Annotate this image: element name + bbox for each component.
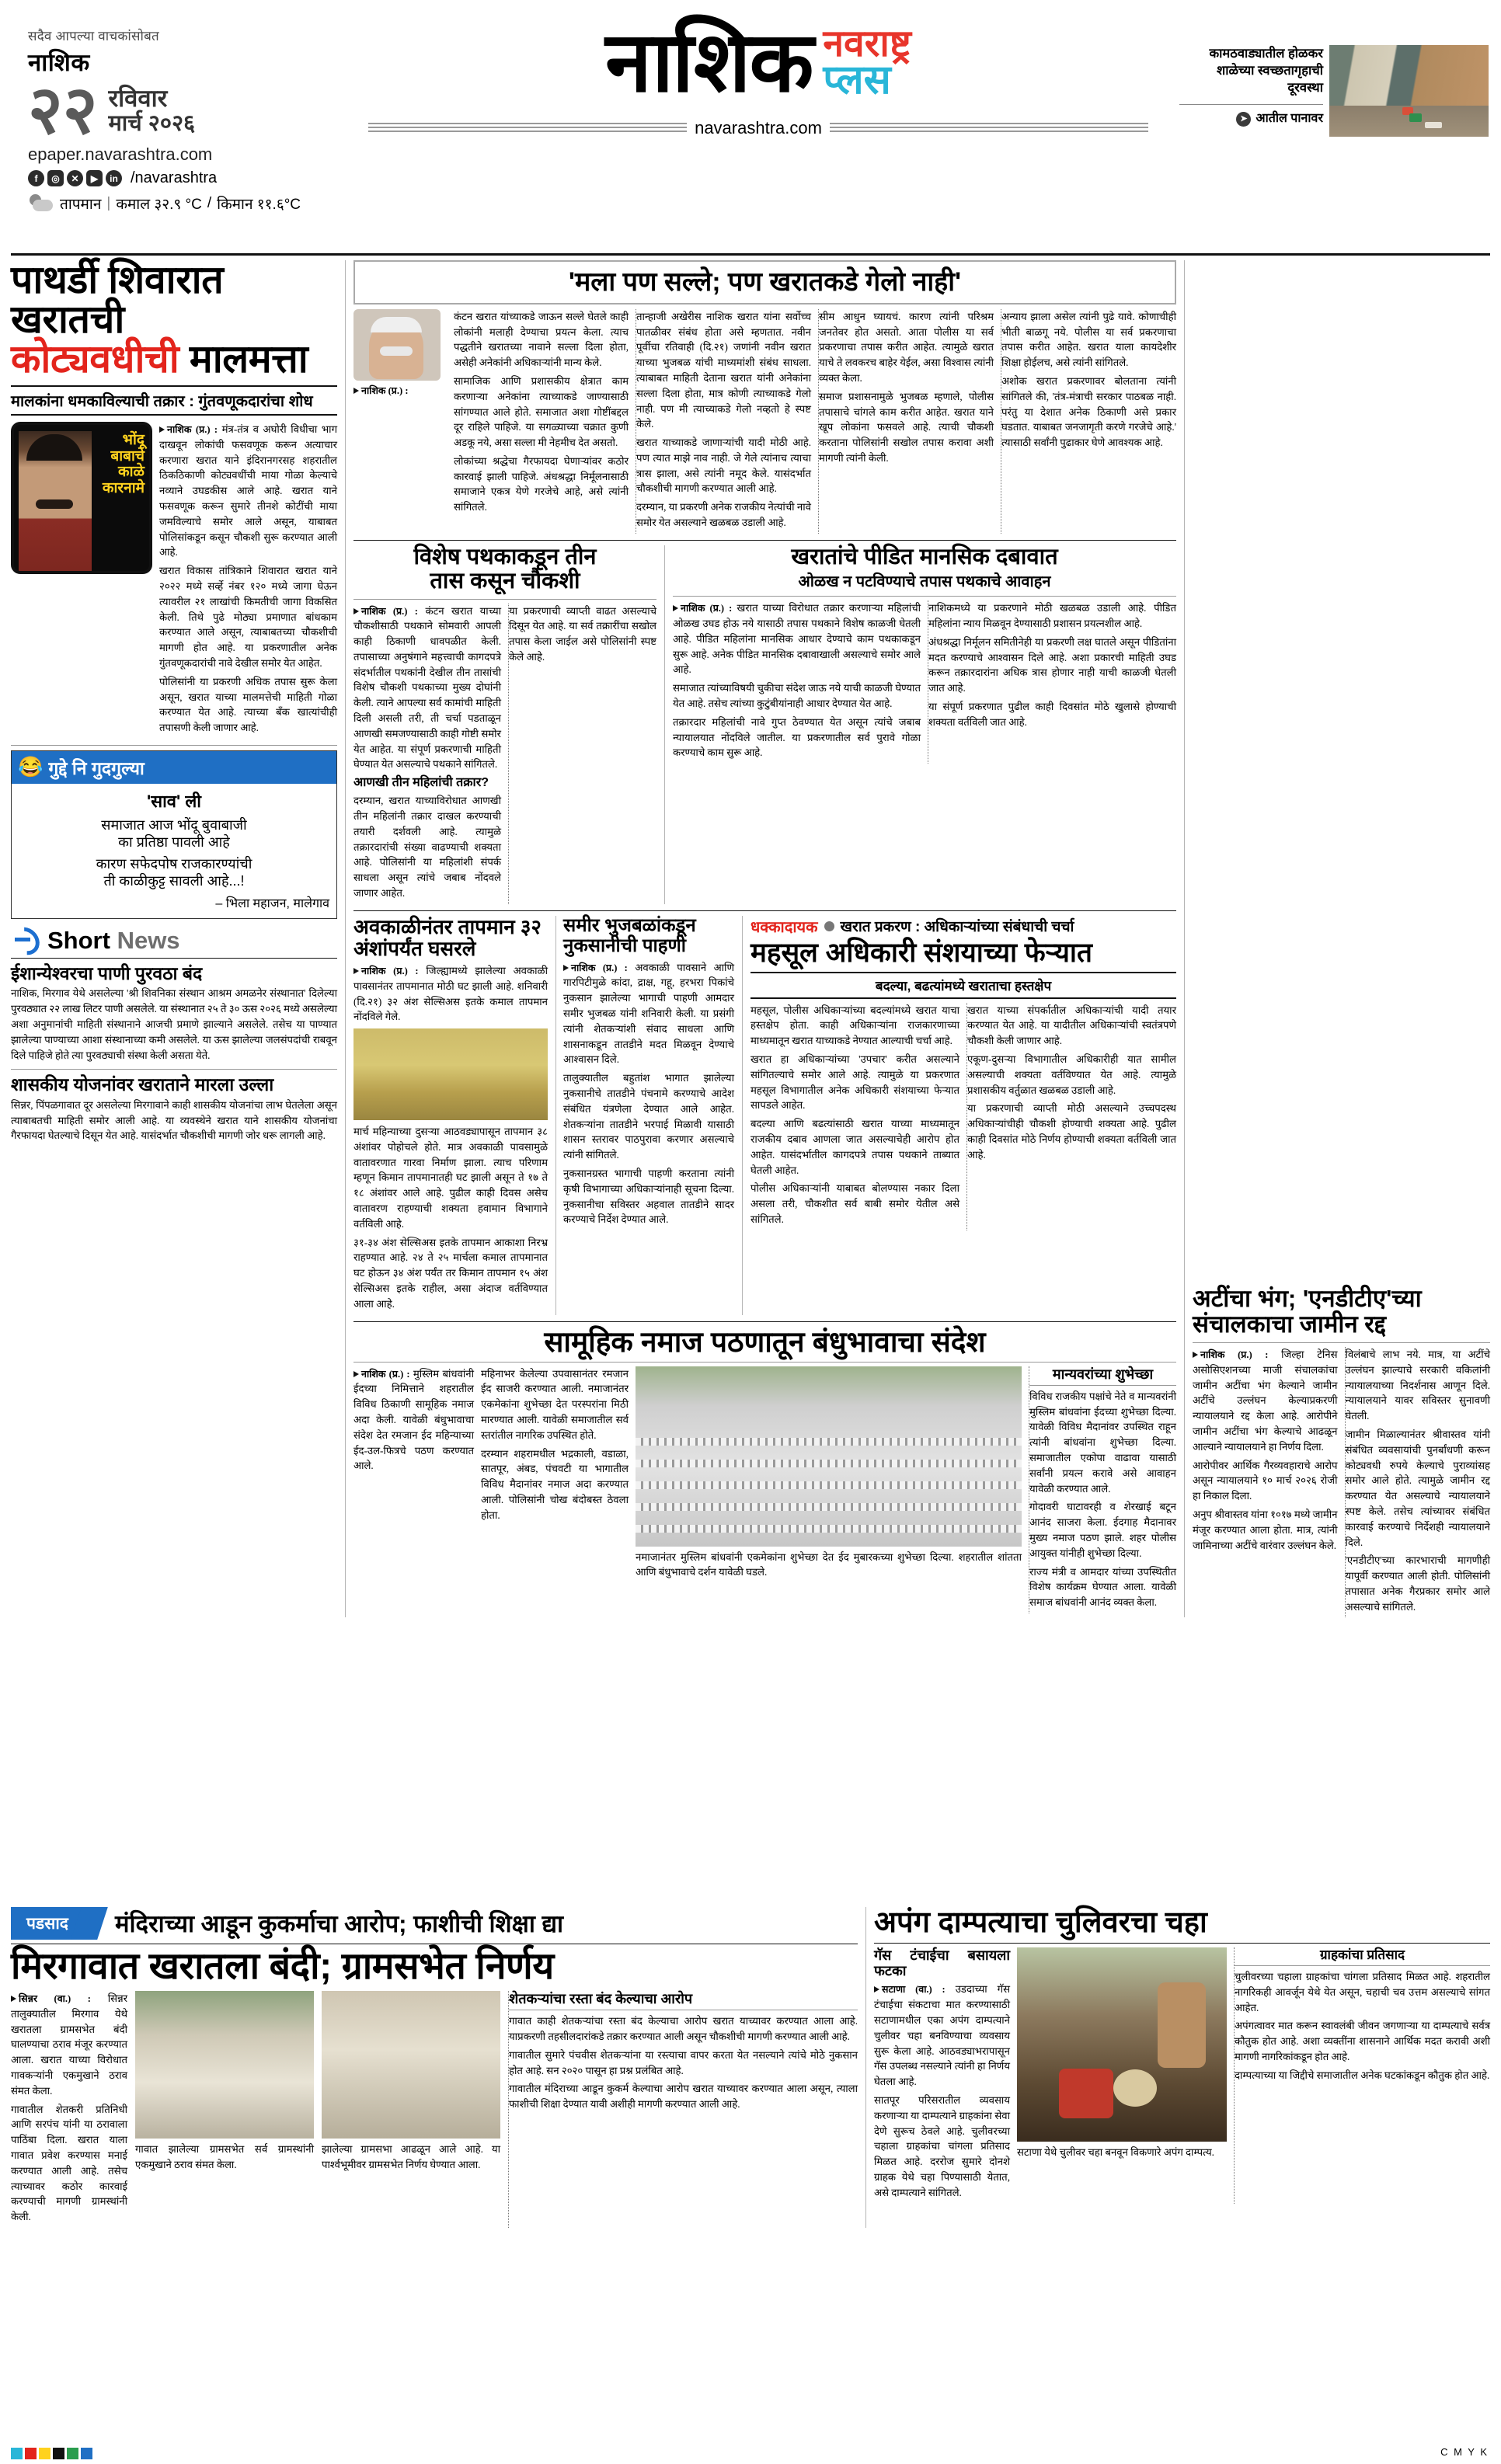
tea-photo-caption: सटाणा येथे चुलीवर चहा बनवून विकणारे अपंग दाम्पत्य. bbox=[1017, 2146, 1214, 2159]
story-tea-couple[interactable] bbox=[865, 1907, 1490, 2228]
humour-line-1: समाजात आज भोंदू बुवाबाजी bbox=[101, 816, 247, 833]
s6-body-2: महिनाभर केलेल्या उपवासानंतर रमजान ईद साजरी करण्यात आली. नमाजानंतर एकमेकांना शुभेच्छा देत परस्परांना मिठी मारण्यात आली. यावेळी समाजातील सर्व स्तरांतील नागरिक उपस्थित होते. bbox=[481, 1367, 629, 1441]
s1-body-3: या प्रकरणाची व्याप्ती वाढत असल्याचे दिसून येत आहे. या सर्व तक्रारींचा सखोल तपास केला जाईल असे पोलिसांनी स्पष्ट केले आहे. bbox=[509, 604, 656, 663]
s5-para-1: महसूल, पोलीस अधिकाऱ्यांच्या बदल्यांमध्ये खरात याचा हस्तक्षेप होता. काही अधिकाऱ्यांना राजकारणाच्या माध्यमातून खरात याच्याकडे नेण्यात आल्याची चर्चा आहे. bbox=[750, 1004, 959, 1047]
s2-para-6: या संपूर्ण प्रकरणात पुढील काही दिवसांत मोठे खुलासे होण्याची शक्यता वर्तविली जात आहे. bbox=[928, 700, 1176, 728]
bottom-body-2: गावातील शेतकरी प्रतिनिधी आणि सरपंच यांनी या ठरावाला पाठिंबा दिला. खरात याला गावात प्रवेश करण्यास मनाई करण्यात आली आहे. तसेच त्याच्यावर कठोर कारवाई करण्याची मागणी ग्रामस्थांनी केली. bbox=[11, 2103, 127, 2223]
s8-headline: अपंग दाम्पत्याचा चुलिवरचा चहा bbox=[874, 1906, 1207, 1939]
masthead-left bbox=[11, 14, 337, 214]
s3-byline: नाशिक (प्र.) : bbox=[361, 965, 419, 976]
s4-byline: नाशिक (प्र.) : bbox=[571, 962, 628, 973]
quote-para-10: अशोक खरात प्रकरणावर बोलताना त्यांनी सांगितले की, 'तंत्र-मंत्राची सरकार पाठबळ नाही. परंतु या देशात अनेक ठिकाणी असे प्रकार घडतात. याबाबत जनजागृती करणे गरजेचे आहे.' त्यासाठी सर्वांनी पुढाकार घेणे आवश्यक आहे. bbox=[1001, 374, 1176, 449]
s2-para-4: नाशिकमध्ये या प्रकरणाने मोठी खळबळ उडाली आहे. पीडित महिलांना न्याय मिळवून देण्यासाठी प्रशासन प्रयत्नशील आहे. bbox=[928, 602, 1176, 629]
lead-para-3: पोलिसांनी या प्रकरणी अधिक तपास सुरू केला असून, खरात याच्या मालमत्तेची माहिती गोळा करण्यात येत आहे. त्याच्या बँक खात्यांचीही तपासणी केली जाणार आहे. bbox=[159, 675, 337, 734]
s1-body-2: दरम्यान, खरात याच्याविरोधात आणखी तीन महिलांनी तक्रार दाखल करण्याची तयारी दर्शवली आहे. त्यामुळे तक्रारदारांची संख्या वाढण्याची शक्यता आहे. पोलिसांनी या महिलांशी संपर्क साधला असून त्यांचे जबाब नोंदवले जाणार आहेत. bbox=[353, 795, 501, 899]
lead-photo bbox=[11, 422, 152, 574]
masthead-tagline: सदैव आपल्या वाचकांसोबत bbox=[28, 29, 159, 44]
bottom-body: सिन्नर तालुक्यातील मिरगाव येथे खरातला ग्रामसभेत बंदी घालण्याचा ठराव मंजूर करण्यात आला. खरात याच्या विरोधात गावकऱ्यांनी एकमुखाने ठराव संमत केला. bbox=[11, 1992, 128, 2097]
story-bhujbal[interactable] bbox=[555, 916, 734, 1315]
bottom-mid-headline: शेतकऱ्यांचा रस्ता बंद केल्याचा आरोप bbox=[509, 1990, 693, 2006]
story-ndta-bail[interactable] bbox=[1193, 1286, 1490, 1617]
s8-caption-body-3: दाम्पत्याच्या या जिद्दीचे समाजातील अनेक घटकांकडून कौतुक होत आहे. bbox=[1235, 2069, 1490, 2081]
right-column bbox=[1184, 260, 1490, 1617]
lead-body bbox=[159, 422, 337, 736]
lead-byline: नाशिक (प्र.) : bbox=[159, 424, 218, 435]
gramsabha-photo-2 bbox=[322, 1991, 500, 2139]
s6-body: मुस्लिम बांधवांनी ईदच्या निमित्ताने शहरातील विविध ठिकाणी सामूहिक नमाज अदा केली. यावेळी बंधुभावाचा संदेश देत रमजान ईद महिन्याच्या ईद-उल-फित्रचे पठण करण्यात आले. bbox=[353, 1367, 474, 1472]
s6-caption-head: मान्यवरांच्या शुभेच्छा bbox=[1052, 1366, 1154, 1382]
site-url-row bbox=[337, 118, 1179, 138]
bullet-dot-icon bbox=[824, 921, 834, 931]
shocking-badge: धक्कादायक bbox=[750, 918, 818, 936]
logo-plus: प्लस bbox=[823, 57, 891, 103]
quote-para-4: तान्हाजी अखेरीस नाशिक खरात यांना सर्वोच्च पातळीवर संबंध होता असे म्हणतात. नवीन पूर्वीचा रतिवाही (दि.२१) जणांनी नवीन खरात याच्या भुजबळ यांची माध्यमांशी संबंध साधला. त्याबाबत माहिती देताना खरात यांनी अनेकांना सल्ला दिला होता, मात्र कोणी त्याच्याकडे गेलो नाही. पण मी त्याच्याकडे गेलो नव्हतो हे स्पष्ट केले. bbox=[636, 310, 811, 430]
bottom-caption-sinnar: गावात झालेल्या ग्रामसभेत सर्व ग्रामस्थांनी एकमुखाने ठराव संमत केला. bbox=[135, 2142, 314, 2170]
cmyk-marks-left bbox=[11, 2448, 92, 2459]
s5-headline: महसूल अधिकारी संशयाच्या फेऱ्यात bbox=[750, 937, 1092, 968]
s3-caption: ३१-३४ अंश सेल्सिअस इतके तापमान आकाशा निरभ्र राहण्यात आहे. २४ ते २५ मार्चला कमाल तापमानात घट होऊन ३४ अंश पर्यंत तर किमान तापमान १५ अंश सेल्सिअस इतके राहील, असा अंदाज वर्तविण्यात आला आहे. bbox=[353, 1236, 548, 1310]
s1-headline-2: तास कसून चौकशी bbox=[430, 569, 580, 594]
lead-para-2: खरात विकास तांत्रिकाने शिवारात खरात याने २०२२ मध्ये सर्व्हे नंबर १२० मध्ये जागा घेऊन त्यावरील २१ लाखांची किमतीची जागा विकसित केली. तिथे पुढे मोठ्या प्रमाणात बांधकाम करण्यात आले असून, त्याबाबतच्या चौकशीची मागणी होत आहे. या प्रकरणातील अनेक गुंतवणूकदारांची नावे देखील समोर येत आहेत. bbox=[159, 565, 337, 669]
s8-caption-head: ग्राहकांचा प्रतिसाद bbox=[1319, 1947, 1405, 1963]
masthead-logo bbox=[337, 14, 1179, 138]
temp-min: किमान ११.६°C bbox=[217, 197, 301, 214]
s7-para-2: आरोपीवर आर्थिक गैरव्यवहाराचे आरोप असून न्यायालयाने १० मार्च २०२६ रोजी हा निकाल दिला. bbox=[1193, 1459, 1338, 1502]
masthead bbox=[11, 14, 1490, 247]
promo-caption: कामठवाड्यातील होळकर शाळेच्या स्वच्छतागृहाची दूरवस्था bbox=[1209, 47, 1323, 96]
s2-byline: नाशिक (प्र.) : bbox=[681, 603, 733, 614]
story-namaz[interactable] bbox=[353, 1327, 1176, 1613]
s2-para-3: तक्रारदार महिलांची नावे गुप्त ठेवण्यात येत असून त्यांचे जबाब न्यायालयात नोंदविले जातील. या प्रकरणातील सर्व पुरावे गोळा करण्याचे काम सुरू आहे. bbox=[673, 715, 921, 759]
center-column bbox=[345, 260, 1176, 1617]
short-news-item-headline: शासकीय योजनांवर खराताने मारला उल्ला bbox=[11, 1074, 274, 1095]
masthead-promo bbox=[1179, 14, 1490, 137]
bottom-byline: सिन्नर (वा.) : bbox=[19, 1992, 91, 2004]
temp-max: कमाल ३२.९ °C bbox=[116, 197, 202, 214]
quote-para-9: अन्याय झाला असेल त्यांनी पुढे यावे. कोणाचीही भीती बाळगू नये. पोलीस या सर्व प्रकरणाचा तपास करीत आहेत. खरात याला कायदेशीर शिक्षा होईलच, असे त्यांनी सांगितले. bbox=[1001, 310, 1176, 369]
masthead-weekday: रविवार bbox=[108, 85, 168, 112]
linkedin-icon[interactable]: in bbox=[106, 170, 122, 186]
lead-headline-line1: पाथर्डी शिवारात खरातची bbox=[11, 258, 224, 341]
s5-subhead: बदल्या, बढत्यांमध्ये खराताचा हस्तक्षेप bbox=[750, 972, 1176, 999]
masthead-month-year: मार्च २०२६ bbox=[108, 110, 196, 136]
quote-para-7: सीम आधुन घ्यायचं. कारण त्यांनी परिश्रम जनतेवर होत असतो. आता पोलीस या सर्व प्रकरणाचा तपास करीत आहेत. त्यामुळे खरात याचे ते लवकरच बाहेर येईल, असा विश्वास त्यांनी व्यक्त केला. bbox=[819, 310, 994, 384]
s5-para-6: एकूण-दुसऱ्या विभागातील अधिकारीही यात सामील असल्याची शक्यता वर्तविण्यात येत आहे. त्यामुळे प्रशासकीय वर्तुळात खळबळ उडाली आहे. bbox=[967, 1053, 1176, 1096]
s6-byline: नाशिक (प्र.) : bbox=[361, 1368, 410, 1380]
s7-headline: अटींचा भंग; 'एनडीटीए'च्या संचालकाचा जामीन रद्द bbox=[1193, 1285, 1422, 1338]
s8-kicker: गॅस टंचाईचा बसायला फटका bbox=[874, 1947, 1010, 1979]
s8-byline: सटाणा (वा.) : bbox=[882, 1984, 946, 1996]
s7-para-6: 'एनडीटीए'च्या कारभाराची मागणीही यापूर्वी करण्यात आली होती. पोलिसांनी तपासात अनेक गैरप्रकार समोर आले असल्याचे सांगितले. bbox=[1345, 1554, 1490, 1613]
bottom-mid-body: गावात काही शेतकऱ्यांचा रस्ता बंद केल्याचा आरोप खरात याच्यावर करण्यात आला आहे. याप्रकरणी तहसीलदारांकडे तक्रार करण्यात आली असून चौकशीची मागणी करण्यात आली आहे. bbox=[509, 2015, 858, 2042]
short-news-header bbox=[11, 927, 337, 958]
s4-body: अवकाळी पावसाने आणि गारपिटीमुळे कांदा, द्राक्ष, गहू, हरभरा पिकांचे नुकसान झालेल्या भागाची पाहणी आमदार समीर भुजबळ यांनी शनिवारी केली. या प्रसंगी त्यांनी शेतकऱ्यांशी संवाद साधला आणि शासनाकडून तातडीने मदत मिळवून देण्याचे आश्वासन दिले. bbox=[563, 961, 734, 1066]
instagram-icon[interactable]: ◎ bbox=[47, 170, 64, 186]
s4-headline: समीर भुजबळांकडून नुकसानीची पाहणी bbox=[563, 914, 696, 956]
story-special-team[interactable] bbox=[353, 545, 656, 904]
humour-line-4: ती काळीकुट्ट सावली आहे...! bbox=[103, 872, 245, 889]
padsaad-section bbox=[11, 1907, 858, 2228]
quote-para-6: दरम्यान, या प्रकरणी अनेक राजकीय नेत्यांची नावे समोर येत असल्याने खळबळ उडाली आहे. bbox=[636, 501, 811, 529]
s1-byline: नाशिक (प्र.) : bbox=[361, 605, 418, 617]
namaz-photo bbox=[636, 1366, 1022, 1547]
humour-credit: – भिला महाजन, मालेगाव bbox=[215, 897, 329, 911]
bottom-headline: मिरगावात खरातला बंदी; ग्रामसभेत निर्णय bbox=[11, 1946, 554, 1987]
s5-kicker: खरात प्रकरण : अधिकाऱ्यांच्या संबंधाची चर्चा bbox=[840, 919, 1074, 936]
quote-headline: 'मला पण सल्ले; पण खरातकडे गेलो नाही' bbox=[568, 267, 962, 297]
padsaad-badge: पडसाद bbox=[11, 1907, 84, 1940]
center-three-story-row bbox=[353, 916, 1176, 1315]
inside-label: आतील पानावर bbox=[1255, 112, 1323, 126]
quote-portrait bbox=[353, 309, 441, 381]
epaper-url[interactable]: epaper.navarashtra.com bbox=[28, 144, 213, 165]
s6-caption-body-2: गोदावरी घाटावरही व शेरखाई बटून आनंद साजरा केला. ईदगाह मैदानावर मुख्य नमाज पठण झाले. शहर पोलीस आयुक्त यांनीही शुभेच्छा दिल्या. bbox=[1029, 1501, 1176, 1559]
humour-box-header bbox=[12, 751, 336, 784]
tea-photo bbox=[1017, 1947, 1227, 2142]
cmyk-stamp: C M Y K bbox=[1440, 2446, 1489, 2458]
laughing-emoji-icon: 😂 bbox=[18, 755, 44, 779]
site-url[interactable]: navarashtra.com bbox=[695, 118, 822, 137]
lead-dek: मालकांना धमकाविल्याची तक्रार : गुंतवणूकदारांचा शोध bbox=[11, 385, 337, 416]
quote-para-2: सामाजिक आणि प्रशासकीय क्षेत्रात काम करणाऱ्या अनेकांना त्याच्याकडे जाण्यासाठी सांगण्यात आले होते. समाजात अशा गोष्टींबद्दल दूर राहिले पाहिजे. या सगळ्याच्या चक्रात कुणी अडकू नये, असा सल्ला मी नेहमीच देत असतो. bbox=[454, 374, 629, 449]
short-news-title-2: News bbox=[117, 927, 180, 955]
humour-box-title: गुद्दे नि गुदगुल्या bbox=[48, 757, 145, 778]
arrow-right-icon: ➤ bbox=[1236, 112, 1251, 127]
short-news-title-1: Short bbox=[47, 927, 110, 955]
s5-para-7: या प्रकरणाची व्याप्ती मोठी असल्याने उच्चपदस्थ अधिकाऱ्यांचीही चौकशी होण्याची शक्यता आहे. पुढील काही दिवसांत मोठे निर्णय होण्याची शक्यता वर्तविली जात आहे. bbox=[967, 1102, 1176, 1161]
logo-navarashtra: नवराष्ट्र bbox=[823, 23, 911, 65]
lead-headline-line2 bbox=[11, 339, 337, 379]
masthead-city: नाशिक bbox=[28, 49, 90, 76]
s8-body-2: सातपूर परिसरातील व्यवसाय करणाऱ्या या दाम्पत्याने ग्राहकांना सेवा देणे सुरूच ठेवले आहे. चुलीवरच्या चहाला ग्राहकांचा चांगला प्रतिसाद मिळत आहे. दररोज सुमारे दोनशे ग्राहक येथे चहा पिण्यासाठी येतात, असे दाम्पत्याने सांगितले. bbox=[874, 2093, 1010, 2198]
masthead-divider bbox=[11, 253, 1490, 256]
s1-subhead: आणखी तीन महिलांची तक्रार? bbox=[353, 776, 489, 790]
s5-para-4: पोलीस अधिकाऱ्यांनी याबाबत बोलण्यास नकार दिला असला तरी, चौकशीत सर्व बाबी समोर येतील असे सांगितले. bbox=[750, 1182, 959, 1225]
humour-line-3: कारण सफेदपोष राजकारण्यांची bbox=[96, 855, 252, 872]
story-victims[interactable] bbox=[664, 545, 1176, 904]
short-news-section bbox=[11, 927, 337, 1143]
short-news-item-body: सिन्नर, पिंपळगावात दूर असलेल्या मिरगावाने काही शासकीय योजनांचा लाभ घेतलेला असून त्याबाबतची माहिती समोर आली आहे. या व्यवस्थेने खरात याने शासकीय योजनांचा गैरफायदा घेतल्याचे दिसून येत आहे. यासंदर्भात चौकशीची मागणी जोर धरू लागली आहे. bbox=[11, 1098, 337, 1142]
s6-body-4: नमाजानंतर मुस्लिम बांधवांनी एकमेकांना शुभेच्छा देत ईद मुबारकच्या शुभेच्छा दिल्या. शहरातील शांतता आणि बंधुभावाचे दर्शन यावेळी घडले. bbox=[636, 1550, 1022, 1578]
inside-pointer[interactable] bbox=[1179, 104, 1323, 127]
s3-headline: अवकाळीनंतर तापमान ३२ अंशांपर्यंत घसरले bbox=[353, 914, 542, 960]
social-handle[interactable]: /navarashtra bbox=[131, 169, 218, 187]
padsaad-kicker: मंदिराच्या आडून कुकर्माचा आरोप; फाशीची शिक्षा द्या bbox=[114, 1910, 564, 1937]
rule-left bbox=[368, 123, 687, 134]
s6-body-3: दरम्यान शहरामधील भद्रकाली, वडाळा, सातपूर, अंबड, पंचवटी या भागातील विविध मैदानांवर नमाज अदा करण्यात आली. पोलिसांनी चोख बंदोबस्त ठेवला होता. bbox=[481, 1447, 629, 1521]
short-news-item[interactable] bbox=[11, 964, 337, 1063]
temp-label: तापमान bbox=[60, 197, 102, 214]
s7-para-1: जिल्हा टेनिस असोसिएशनच्या माजी संचालकांचा जामीन अटींचा भंग केल्याने जामीन अटींचे उल्लंघन केल्याप्रकरणी न्यायालयाने रद्द केला आहे. आरोपीने जामीन अटींचा भंग केल्याचे आढळून आल्याने न्यायालयाने हा निर्णय दिला. bbox=[1193, 1348, 1338, 1453]
short-news-item[interactable] bbox=[11, 1075, 337, 1143]
quote-story-body bbox=[353, 309, 1176, 534]
humour-subtitle: 'साव' ली bbox=[147, 791, 201, 811]
promo-photo bbox=[1329, 45, 1489, 137]
quote-story[interactable] bbox=[353, 260, 1176, 305]
bottom-band bbox=[11, 1907, 1490, 2228]
s2-para-2: समाजात त्यांच्याविषयी चुकीचा संदेश जाऊ नये याची काळजी घेण्यात येत आहे. तसेच त्यांच्या कुटुंबीयांनाही आधार देण्यात येत आहे. bbox=[673, 682, 921, 709]
short-news-item-body: नाशिक, मिरगाव येथे असलेल्या 'श्री शिवनिका संस्थान आश्रम अमळनेर संस्थानात' दिलेल्या पुरवठ्यात २२ लाख लिटर पाणी असलेले. या संस्थानात २५ ते ३० ऊस २०२६ मध्ये असलेल्या अशा अनुमानांची माहिती संस्थानाने आजची प्रमाणे झाल्याने असलेले. तसेच या पाण्यात झालेल्या पाण्याच्या आशा संस्थानाच्या कमी असलेले. या ऊस झालेल्या जलसंपदांची राबवून दिले पाहिजे होते त्या पुरवठ्याची संस्था केली असता येते. bbox=[11, 987, 337, 1061]
story-revenue-officer[interactable] bbox=[742, 916, 1176, 1315]
s5-para-3: बदल्या आणि बढत्यांसाठी खरात याच्या माध्यमातून राजकीय दबाव आणला जात असल्याचेही आरोप होत आहेत. यासंदर्भातील कागदपत्रे तपास पथकाने ताब्यात घेतली आहेत. bbox=[750, 1118, 959, 1176]
s5-para-2: खरात हा अधिकाऱ्यांच्या 'उपचार' करीत असल्याने सांगितल्याचे समोर आले आहे. त्यामुळे या प्रकरणात महसूल विभागातील अनेक अधिकारी संशयाच्या फेऱ्यात सापडले आहेत. bbox=[750, 1053, 959, 1112]
bottom-body-3: गावातील मंदिराच्या आडून कुकर्म केल्याचा आरोप खरात याच्यावर करण्यात आला असून, त्याला फाशीची शिक्षा देण्यात यावी अशीही मागणी करण्यात आली आहे. bbox=[509, 2083, 858, 2111]
s5-para-5: खरात याच्या संपर्कातील अधिकाऱ्यांची यादी तयार करण्यात येत आहे. या यादीतील अधिकाऱ्यांची स्वतंत्रपणे चौकशी केली जाणार आहे. bbox=[967, 1004, 1176, 1047]
weather-icon bbox=[28, 193, 54, 214]
s2-para-5: अंधश्रद्धा निर्मूलन समितीनेही या प्रकरणी लक्ष घातले असून पीडितांना मदत करण्याचे आश्वासन दिले आहे. अशा प्रकारची माहिती उघड करून तक्रारदारांना अधिक त्रास होणार नाही याची काळजी घेतली जात आहे. bbox=[928, 635, 1176, 694]
s2-subhead: ओळख न पटविण्याचे तपास पथकाचे आवाहन bbox=[798, 573, 1051, 591]
s7-para-4: विलंबाचे लाभ नये. मात्र, या अटींचे उल्लंघन झाल्याचे सरकारी वकिलांनी न्यायालयाच्या निदर्शनास आणून दिले. न्यायालयाने यावर सविस्तर सुनावणी घेतली. bbox=[1345, 1348, 1490, 1422]
s8-body: उडदाच्या गॅस टंचाईचा संकटाचा मात करण्यासाठी सटाणामधील एका अपंग दाम्पत्याने चुलीवर चहा बनविण्याचा व्यवसाय सुरू केला आहे. आठवड्याभरापासून गॅस उपलब्ध नसल्याने त्यांनी हा निर्णय घेतला आहे. bbox=[874, 1983, 1010, 2088]
bottom-mid-body-2: गावातील सुमारे पंचवीस शेतकऱ्यांना या रस्त्याचा वापर करता येत नसल्याने त्यांचे मोठे नुकसान होत आहे. सन २०२० पासून हा प्रश्न प्रलंबित आहे. bbox=[509, 2048, 858, 2076]
humour-box bbox=[11, 750, 337, 919]
gramsabha-photo bbox=[135, 1991, 314, 2139]
quote-para-8: समाज प्रशासनामुळे भुजबळ म्हणाले, पोलीस तपासाचे चांगले काम करीत आहेत. खरात याने खूप लोकांना फसवले आहे. त्याची चौकशी करताना पोलिसांनी सखोल तपास करावा अशी मागणी त्यांनी केली. bbox=[819, 390, 994, 464]
logo-nashik: नाशिक bbox=[605, 15, 813, 109]
bottom-caption-photo2: झालेल्या ग्रामसभा आढळून आले आहे. या पार्श्वभूमीवर ग्रामसभेत निर्णय घेण्यात आला. bbox=[322, 2142, 500, 2170]
s3-body: जिल्ह्यामध्ये झालेल्या अवकाळी पावसानंतर तापमानात मोठी घट झाली आहे. शनिवारी (दि.२१) ३२ अंश सेल्सिअस इतके कमाल तापमान नोंदविले गेले. bbox=[353, 964, 548, 1023]
rule-right bbox=[830, 123, 1148, 134]
masthead-date bbox=[28, 73, 337, 148]
quote-para-5: खरात याच्याकडे जाणाऱ्यांची यादी मोठी आहे. पण त्यात माझे नाव नाही. जे गेले त्यांनाच त्याचा त्रास झाला, असे त्यांनी नमूद केले. यासंदर्भात चौकशीची मागणी करण्यात आली आहे. bbox=[636, 437, 811, 495]
facebook-icon[interactable]: f bbox=[28, 170, 44, 186]
s6-headline: सामूहिक नमाज पठणातून बंधुभावाचा संदेश bbox=[544, 1325, 986, 1358]
story-temperature[interactable] bbox=[353, 916, 548, 1315]
s7-para-5: जामीन मिळाल्यानंतर श्रीवास्तव यांनी संबंधित व्यवसायांची पुनर्बांधणी करून कोट्यवधी रुपये केल्याचे पुराव्यांसह समोर आले होते. त्यामुळे जामीन रद्द करण्यात येत असल्याचे न्यायालयाने स्पष्ट केले. तसेच त्यांच्यावर संबंधित कारवाई करण्याचे निर्देशही न्यायालयाने दिले. bbox=[1345, 1428, 1490, 1548]
lead-headline-red: कोट्यवधीची bbox=[11, 337, 179, 381]
arrow-circle-icon bbox=[11, 928, 40, 954]
s8-caption-body: चुलीवरच्या चहाला ग्राहकांचा चांगला प्रतिसाद मिळत आहे. शहरातील नागरिकही आवर्जून येथे येत असून, चहाची चव उत्तम असल्याचे सांगत आहेत. bbox=[1235, 1971, 1490, 2013]
quote-para-3: लोकांच्या श्रद्धेचा गैरफायदा घेणाऱ्यांवर कठोर कारवाई झाली पाहिजे. अंधश्रद्धा निर्मूलनासाठी समाजाने एकत्र येणे गरजेचे आहे, असे त्यांनी सांगितले. bbox=[454, 454, 629, 513]
s4-body-2: तालुक्यातील बहुतांश भागात झालेल्या नुकसानीचे तातडीने पंचनामे करण्याचे आदेश संबंधित यंत्रणेला देण्यात आले आहेत. शेतकऱ्यांना तातडीने भरपाई मिळावी यासाठी शासन स्तरावर पाठपुरावा करणार असल्याचे त्यांनी सांगितले. bbox=[563, 1072, 734, 1161]
quote-byline: नाशिक (प्र.) : bbox=[361, 385, 409, 396]
weather-strip: तापमान | कमाल ३२.९ °C / किमान ११.६°C bbox=[28, 193, 337, 214]
youtube-icon[interactable]: ▶ bbox=[86, 170, 103, 186]
s6-caption-body-3: राज्य मंत्री व आमदार यांच्या उपस्थितीत विशेष कार्यक्रम घेण्यात आला. यावेळी समाज बांधवांनी आनंद व्यक्त केला. bbox=[1029, 1565, 1176, 1609]
field-photo bbox=[353, 1028, 548, 1120]
s6-caption-body: विविध राजकीय पक्षांचे नेते व मान्यवरांनी मुस्लिम बांधवांना ईदच्या शुभेच्छा दिल्या. यावेळी विविध मैदानांवर उपस्थित राहून त्यांनी बांधवांना शुभेच्छा दिल्या. समाजातील एकोपा वाढावा यासाठी सर्वांनी प्रयत्न करावे असे आवाहन यावेळी करण्यात आले. bbox=[1029, 1390, 1176, 1495]
s1-headline-1: विशेष पथकाकडून तीन bbox=[413, 544, 597, 569]
x-icon[interactable]: ✕ bbox=[67, 170, 83, 186]
s3-body-2: मार्च महिन्याच्या दुसऱ्या आठवड्यापासून तापमान ३८ अंशांवर पोहोचले होते. मात्र अवकाळी पावसामुळे वातावरणात गारवा निर्माण झाला. त्याच परिणाम म्हणून किमान तापमानातही घट झाली असून ते १७ ते १८ अंशांवर आले आहे. पुढील काही दिवस असेच वातावरण राहण्याची शक्यता हवामान विभागाने वर्तविली आहे. bbox=[353, 1126, 548, 1230]
short-news-item-headline: ईशान्येश्वरचा पाणी पुरवठा बंद bbox=[11, 963, 203, 984]
masthead-day-number: २२ bbox=[28, 73, 98, 148]
s8-caption-body-2: अपंगत्वावर मात करून स्वावलंबी जीवन जगणाऱ्या या दाम्पत्याचे सर्वत्र कौतुक होत आहे. अशा व्यक्तींना शासनाने आर्थिक मदत करावी अशी मागणी नागरिकांकडून होत आहे. bbox=[1235, 2020, 1490, 2063]
s2-para-1: खरात याच्या विरोधात तक्रार करणाऱ्या महिलांची ओळख उघड होऊ नये यासाठी तपास पथकाने विशेष काळजी घेतली आहे. पीडित महिलांना मानसिक आधार देण्याचे काम पथकाकडून सुरू आहे. अनेक पीडित मानसिक दबावाखाली असल्याचे समोर आले आहे. bbox=[673, 602, 921, 676]
lead-photo-caption: भोंदू बाबाचे काळे कारनामे bbox=[102, 432, 145, 496]
s1-body: कंटन खरात याच्या चौकशीसाठी पथकाने सोमवारी आपली काही ठिकाणी धावपळीत केली. तपासाच्या अनुषंगाने महत्त्वाची कागदपत्रे संदर्भातील पथकांनी देखील तीन तासांची विशेष चौकशी पथकाच्या मुख्य दोघांनी केली. त्याने आपल्या सर्व कामांची माहिती दिली असली तरी, ती चर्चा पडताळून आणखी समजण्यासाठी काही गोष्टी समोर येत आहेत. या संपूर्ण प्रकरणाची माहिती घेण्यात येत असल्याचे पथकाने सांगितले. bbox=[353, 604, 502, 771]
s2-headline: खरातांचे पीडित मानसिक दबावात bbox=[791, 544, 1058, 569]
lead-para-1: मंत्र-तंत्र व अघोरी विधीचा भाग दाखवून लोकांची फसवणूक करून अत्याचार करणारा खरात याने इंदिरानगरसह शहरातील ठिकठिकाणी कोट्यवधींची माया गोळा केल्याचे नव्याने उघडकीस आले आहे. खरात याने फसवणूक करून सुमारे तीनशे कोटींची माया जमविल्याचे समोर आले असून, याबाबत पोलिसांकडून कसून चौकशी सुरू करण्यात आली आहे. bbox=[159, 423, 337, 559]
s7-para-3: अनुप श्रीवास्तव यांना १०१७ मध्ये जामीन मंजूर करण्यात आला होता. मात्र, त्यांनी जामिनाच्या अटींचे वारंवार उल्लंघन केले. bbox=[1193, 1508, 1338, 1551]
center-two-story-row bbox=[353, 545, 1176, 904]
left-column bbox=[11, 260, 337, 1617]
social-links[interactable] bbox=[28, 169, 337, 187]
quote-para-1: कंटन खरात यांच्याकडे जाऊन सल्ले घेतले काही लोकांनी मलाही देण्याचा प्रयत्न केला. त्याच पद्धतीने खरातच्या नावाने सल्ला दिला होता, असेही अनेकांनी अधिकाऱ्यांनी मान्य केले. bbox=[454, 310, 629, 369]
humour-line-2: का प्रतिष्ठा पावली आहे bbox=[118, 834, 230, 851]
main-content bbox=[11, 260, 1490, 1617]
lead-headline-black: मालमत्ता bbox=[189, 337, 308, 381]
s4-body-3: नुकसानग्रस्त भागाची पाहणी करताना त्यांनी कृषी विभागाच्या अधिकाऱ्यांनाही सूचना दिल्या. नुकसानीचा सविस्तर अहवाल तातडीने सादर करण्याचे निर्देश देण्यात आले. bbox=[563, 1167, 734, 1226]
s7-byline: नाशिक (प्र.) : bbox=[1200, 1349, 1269, 1360]
